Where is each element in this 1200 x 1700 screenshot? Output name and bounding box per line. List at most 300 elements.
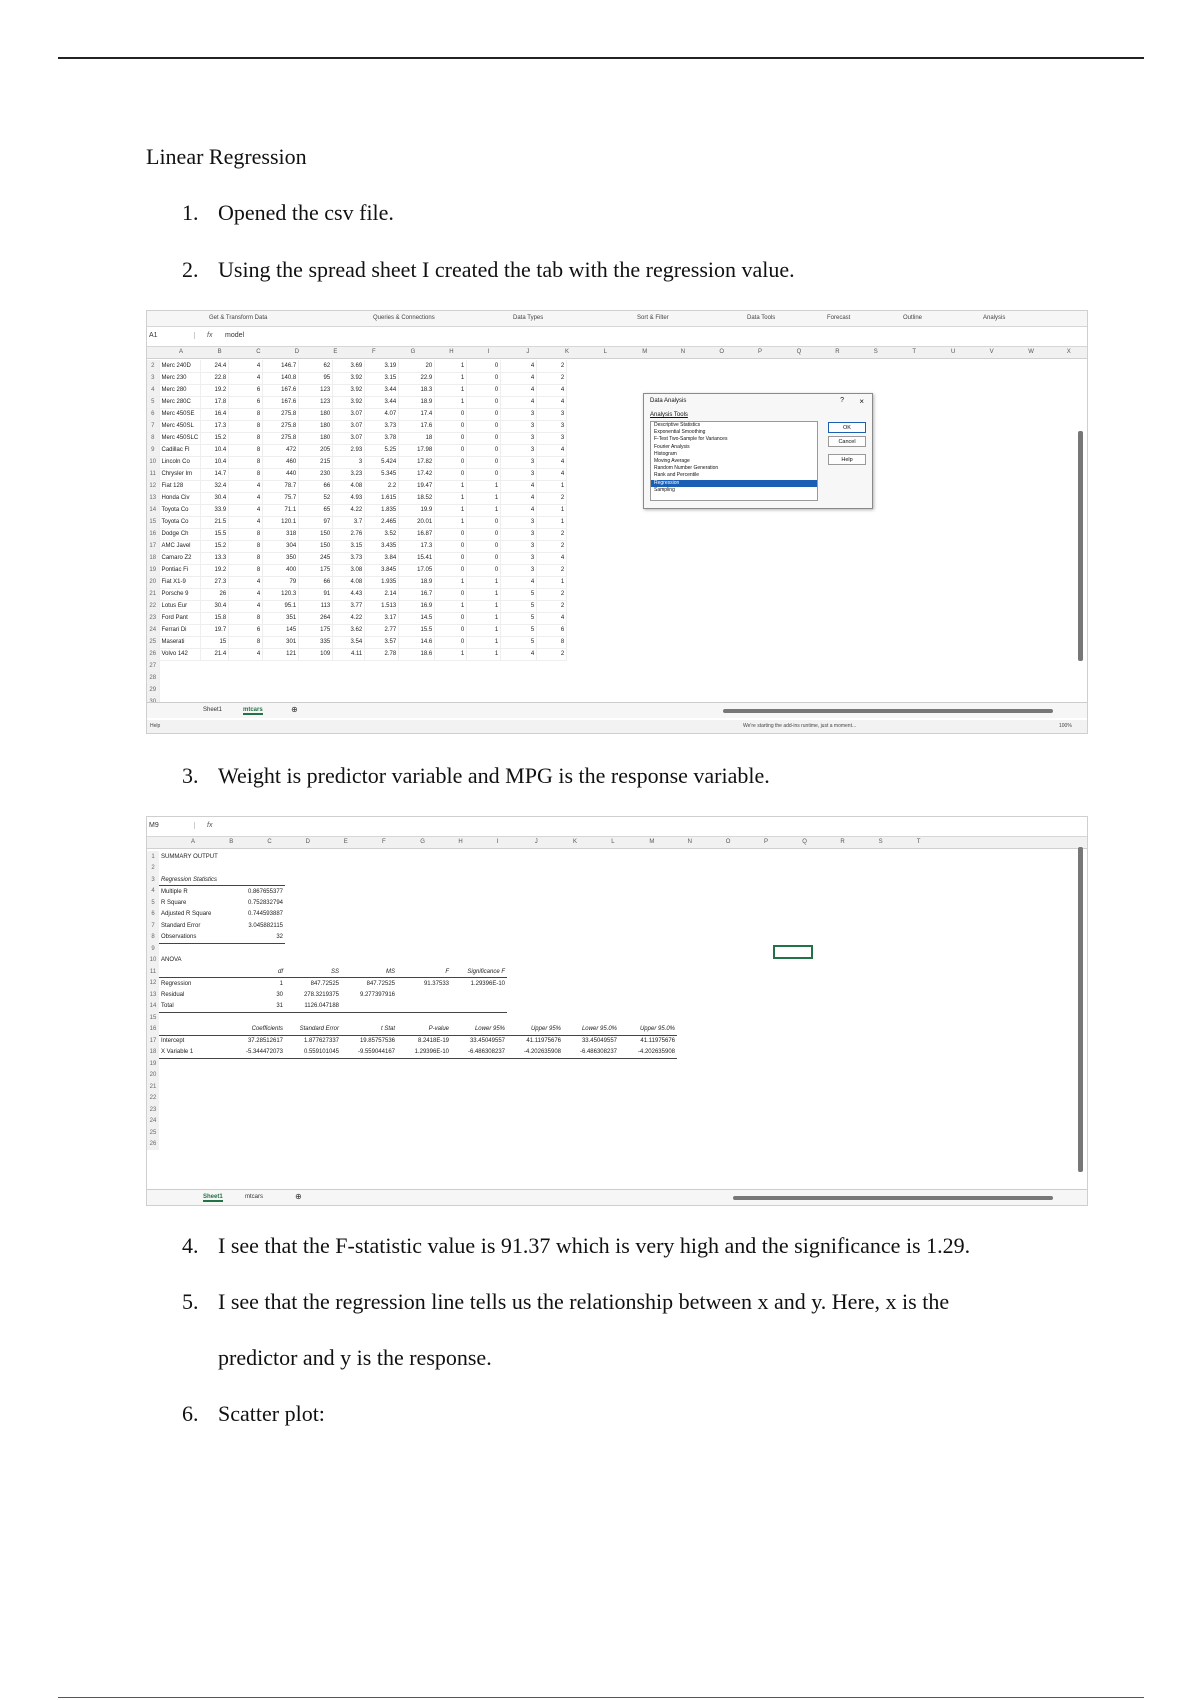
table-cell[interactable]: 3 <box>501 552 537 564</box>
ribbon-group[interactable]: Data Tools <box>747 315 776 321</box>
table-cell[interactable]: Ferrari Di <box>159 624 201 636</box>
table-cell[interactable] <box>451 1012 507 1024</box>
table-cell[interactable] <box>563 955 619 967</box>
row-number[interactable]: 17 <box>147 1035 159 1047</box>
table-cell[interactable]: 8 <box>229 564 263 576</box>
table-cell[interactable]: 18.6 <box>399 648 435 660</box>
table-cell[interactable]: 4 <box>229 600 263 612</box>
table-cell[interactable]: 3.19 <box>365 360 399 372</box>
tab-sheet1[interactable]: Sheet1 <box>203 1194 223 1200</box>
table-cell[interactable] <box>451 851 507 863</box>
column-header-q[interactable]: Q <box>802 839 807 845</box>
row-number[interactable]: 13 <box>147 989 159 1001</box>
table-cell[interactable]: 4.93 <box>333 492 365 504</box>
table-cell[interactable] <box>341 955 397 967</box>
tab-mtcars[interactable]: mtcars <box>243 707 263 713</box>
table-cell[interactable] <box>507 1070 563 1082</box>
column-header-d[interactable]: D <box>294 349 300 355</box>
vertical-scrollbar[interactable] <box>1078 847 1083 1172</box>
table-cell[interactable]: 275.8 <box>263 420 299 432</box>
table-cell[interactable]: 4.08 <box>333 480 365 492</box>
table-cell[interactable]: 3 <box>501 564 537 576</box>
table-cell[interactable] <box>227 1058 285 1070</box>
analysis-tool-item[interactable]: Regression <box>651 480 817 487</box>
row-number[interactable]: 24 <box>147 1116 159 1128</box>
table-cell[interactable]: 5.25 <box>365 444 399 456</box>
table-cell[interactable]: 0.867655377 <box>247 888 283 895</box>
table-cell[interactable]: Merc 280 <box>159 384 201 396</box>
table-cell[interactable] <box>159 1104 227 1116</box>
column-header-o[interactable]: O <box>725 839 731 845</box>
row-number[interactable]: 27 <box>147 660 159 672</box>
table-cell[interactable]: X Variable 1 <box>159 1047 227 1059</box>
table-cell[interactable] <box>397 920 451 932</box>
table-cell[interactable]: 18.52 <box>399 492 435 504</box>
table-cell[interactable]: Camaro Z2 <box>159 552 201 564</box>
table-cell[interactable]: 0 <box>435 540 467 552</box>
table-cell[interactable] <box>341 886 397 898</box>
table-cell[interactable] <box>285 1070 341 1082</box>
row-number[interactable]: 9 <box>147 943 159 955</box>
sheet-grid[interactable] <box>147 360 1087 709</box>
table-cell[interactable]: 1 <box>467 600 501 612</box>
table-cell[interactable] <box>341 1093 397 1105</box>
table-cell[interactable]: 1 <box>435 576 467 588</box>
table-cell[interactable]: 41.11975676 <box>640 1038 675 1044</box>
table-cell[interactable]: 3.44 <box>365 384 399 396</box>
table-cell[interactable]: 3.69 <box>333 360 365 372</box>
table-cell[interactable] <box>619 1001 677 1013</box>
analysis-tool-item[interactable]: Rank and Percentile <box>654 472 700 479</box>
table-cell[interactable]: 335 <box>299 636 333 648</box>
table-cell[interactable]: 2 <box>537 360 567 372</box>
row-number[interactable]: 11 <box>147 468 159 480</box>
table-cell[interactable]: 16.7 <box>399 588 435 600</box>
table-cell[interactable] <box>451 920 507 932</box>
table-cell[interactable] <box>397 897 451 909</box>
table-cell[interactable]: Intercept <box>161 1038 185 1044</box>
table-cell[interactable]: 26 <box>201 588 229 600</box>
row-number[interactable]: 5 <box>147 897 159 909</box>
horizontal-scrollbar[interactable] <box>733 1196 1053 1200</box>
ribbon-group[interactable]: Data Types <box>513 315 544 321</box>
table-cell[interactable]: 3.92 <box>333 372 365 384</box>
table-cell[interactable] <box>507 863 563 875</box>
table-cell[interactable]: 5 <box>501 600 537 612</box>
table-cell[interactable]: 4 <box>229 648 263 660</box>
table-cell[interactable]: 3 <box>501 456 537 468</box>
table-cell[interactable]: 3.07 <box>333 432 365 444</box>
table-cell[interactable] <box>341 943 397 955</box>
table-cell[interactable]: Adjusted R Square <box>161 911 212 918</box>
table-cell[interactable] <box>285 920 341 932</box>
row-number[interactable]: 14 <box>147 504 159 516</box>
table-cell[interactable]: 27.3 <box>201 576 229 588</box>
table-cell[interactable]: 1 <box>467 492 501 504</box>
column-header-q[interactable]: Q <box>796 349 802 355</box>
table-cell[interactable] <box>451 863 507 875</box>
summary-output-grid[interactable] <box>147 851 1087 1150</box>
table-cell[interactable]: 351 <box>263 612 299 624</box>
help-icon[interactable]: ? <box>840 397 844 404</box>
table-cell[interactable]: 15.2 <box>201 540 229 552</box>
table-cell[interactable] <box>341 851 397 863</box>
column-header-l[interactable]: L <box>611 839 615 845</box>
table-cell[interactable]: 2.465 <box>365 516 399 528</box>
table-cell[interactable]: 17.3 <box>201 420 229 432</box>
column-header-e[interactable]: E <box>333 349 338 355</box>
table-cell[interactable]: 0 <box>467 456 501 468</box>
column-header-i[interactable]: I <box>496 839 499 845</box>
table-cell[interactable]: 0 <box>467 432 501 444</box>
table-cell[interactable]: Coefficients <box>227 1024 285 1036</box>
table-cell[interactable] <box>563 978 619 990</box>
row-number[interactable]: 15 <box>147 1012 159 1024</box>
table-cell[interactable]: 52 <box>299 492 333 504</box>
table-cell[interactable] <box>507 966 563 978</box>
table-cell[interactable] <box>397 989 451 1001</box>
column-header-s[interactable]: S <box>878 839 883 845</box>
table-cell[interactable]: 3.045882115 <box>248 922 283 929</box>
table-cell[interactable]: 215 <box>299 456 333 468</box>
table-cell[interactable] <box>227 1081 285 1093</box>
row-number[interactable]: 3 <box>147 874 159 886</box>
table-cell[interactable]: 1 <box>467 636 501 648</box>
table-cell[interactable] <box>563 897 619 909</box>
table-cell[interactable]: ANOVA <box>161 957 182 964</box>
table-cell[interactable] <box>341 1081 397 1093</box>
table-cell[interactable]: -6.486308237 <box>451 1047 507 1059</box>
table-cell[interactable]: 3.07 <box>333 408 365 420</box>
table-cell[interactable] <box>563 932 619 944</box>
table-cell[interactable]: 4 <box>537 552 567 564</box>
table-cell[interactable]: 8.2418E-19 <box>417 1038 449 1044</box>
table-cell[interactable] <box>341 1116 397 1128</box>
table-cell[interactable]: 140.8 <box>263 372 299 384</box>
table-cell[interactable] <box>451 1104 507 1116</box>
table-cell[interactable]: 0 <box>467 468 501 480</box>
table-cell[interactable] <box>619 955 677 967</box>
table-cell[interactable]: 1 <box>537 576 567 588</box>
row-number[interactable]: 23 <box>147 612 159 624</box>
column-header-g[interactable]: G <box>410 349 416 355</box>
table-cell[interactable]: 0 <box>467 360 501 372</box>
row-number[interactable]: 4 <box>147 384 159 396</box>
table-cell[interactable]: 0 <box>435 456 467 468</box>
table-cell[interactable]: 21.5 <box>201 516 229 528</box>
table-cell[interactable]: 0 <box>467 540 501 552</box>
table-cell[interactable]: Maserati <box>159 636 201 648</box>
add-sheet-icon[interactable]: ⊕ <box>291 705 298 714</box>
table-cell[interactable] <box>507 955 563 967</box>
table-cell[interactable]: Lincoln Co <box>159 456 201 468</box>
table-cell[interactable] <box>563 943 619 955</box>
row-number[interactable]: 11 <box>147 966 159 978</box>
table-cell[interactable]: 123 <box>299 384 333 396</box>
fx-icon[interactable]: fx <box>207 822 213 829</box>
table-cell[interactable]: 4.07 <box>365 408 399 420</box>
ribbon-group[interactable]: Analysis <box>983 315 1006 321</box>
table-cell[interactable] <box>341 874 397 886</box>
table-cell[interactable]: 0 <box>467 516 501 528</box>
table-cell[interactable]: 4 <box>501 492 537 504</box>
table-cell[interactable]: 5 <box>501 612 537 624</box>
table-cell[interactable]: 4 <box>229 588 263 600</box>
table-cell[interactable]: 19.85757536 <box>359 1038 395 1044</box>
table-cell[interactable] <box>451 932 507 944</box>
table-cell[interactable]: 0 <box>435 636 467 648</box>
table-cell[interactable]: 1.513 <box>365 600 399 612</box>
table-cell[interactable] <box>397 1012 451 1024</box>
table-cell[interactable]: 0 <box>467 444 501 456</box>
table-cell[interactable]: 400 <box>263 564 299 576</box>
table-cell[interactable]: Merc 280C <box>159 396 201 408</box>
row-number[interactable]: 21 <box>147 1081 159 1093</box>
table-cell[interactable]: 1 <box>435 492 467 504</box>
table-cell[interactable]: 1.29396E-10 <box>470 980 505 987</box>
table-cell[interactable]: 1.877627337 <box>303 1038 339 1044</box>
table-cell[interactable]: 66 <box>299 480 333 492</box>
column-header-h[interactable]: H <box>449 349 454 355</box>
table-cell[interactable] <box>341 897 397 909</box>
table-cell[interactable]: 18.9 <box>399 576 435 588</box>
table-cell[interactable]: Merc 450SL <box>159 420 201 432</box>
table-cell[interactable]: 10.4 <box>201 456 229 468</box>
row-number[interactable]: 10 <box>147 955 159 967</box>
table-cell[interactable]: 3.08 <box>333 564 365 576</box>
table-cell[interactable] <box>397 1139 451 1151</box>
table-cell[interactable]: 4 <box>229 492 263 504</box>
table-cell[interactable]: 16.9 <box>399 600 435 612</box>
table-cell[interactable]: 8 <box>229 456 263 468</box>
table-cell[interactable] <box>341 920 397 932</box>
table-cell[interactable] <box>619 932 677 944</box>
table-cell[interactable] <box>397 1127 451 1139</box>
table-cell[interactable]: 8 <box>229 408 263 420</box>
table-cell[interactable] <box>285 1116 341 1128</box>
table-cell[interactable]: 8 <box>229 552 263 564</box>
table-cell[interactable]: 847.72525 <box>310 980 339 987</box>
table-cell[interactable]: 4 <box>229 480 263 492</box>
table-cell[interactable]: 3.52 <box>365 528 399 540</box>
table-cell[interactable]: 4.43 <box>333 588 365 600</box>
table-cell[interactable] <box>397 886 451 898</box>
table-cell[interactable] <box>159 1070 227 1082</box>
table-cell[interactable] <box>507 1012 563 1024</box>
table-cell[interactable] <box>451 874 507 886</box>
table-cell[interactable]: 75.7 <box>263 492 299 504</box>
table-cell[interactable] <box>341 1058 397 1070</box>
table-cell[interactable]: Volvo 142 <box>159 648 201 660</box>
table-cell[interactable]: 3.44 <box>365 396 399 408</box>
table-cell[interactable] <box>159 1127 227 1139</box>
table-cell[interactable]: 4 <box>501 360 537 372</box>
table-cell[interactable]: 0 <box>467 408 501 420</box>
table-cell[interactable] <box>159 1081 227 1093</box>
table-cell[interactable] <box>619 909 677 921</box>
column-header-t[interactable]: T <box>912 349 917 355</box>
ribbon-group[interactable]: Queries & Connections <box>373 315 435 321</box>
table-cell[interactable]: 4.11 <box>333 648 365 660</box>
row-number[interactable]: 28 <box>147 672 159 684</box>
table-cell[interactable] <box>285 874 341 886</box>
column-header-j[interactable]: J <box>534 839 538 845</box>
table-cell[interactable]: 1.29396E-10 <box>397 1047 451 1059</box>
table-cell[interactable]: Fiat X1-9 <box>159 576 201 588</box>
table-cell[interactable] <box>563 1081 619 1093</box>
row-number[interactable]: 7 <box>147 920 159 932</box>
table-cell[interactable]: 62 <box>299 360 333 372</box>
table-cell[interactable]: 350 <box>263 552 299 564</box>
table-cell[interactable]: 1 <box>435 480 467 492</box>
table-cell[interactable]: 109 <box>299 648 333 660</box>
table-cell[interactable]: 3.845 <box>365 564 399 576</box>
table-cell[interactable]: 15.5 <box>201 528 229 540</box>
table-cell[interactable] <box>159 1139 227 1151</box>
table-cell[interactable]: 275.8 <box>263 432 299 444</box>
table-cell[interactable] <box>619 989 677 1001</box>
table-cell[interactable]: 91.37533 <box>423 980 449 987</box>
table-cell[interactable]: Ford Pant <box>159 612 201 624</box>
column-header-h[interactable]: H <box>458 839 463 845</box>
table-cell[interactable] <box>285 909 341 921</box>
table-cell[interactable] <box>563 863 619 875</box>
table-cell[interactable]: 4 <box>537 456 567 468</box>
table-cell[interactable] <box>563 874 619 886</box>
ribbon-group[interactable]: Outline <box>903 315 923 321</box>
table-cell[interactable]: 8 <box>229 420 263 432</box>
row-number[interactable]: 3 <box>147 372 159 384</box>
table-cell[interactable]: 245 <box>299 552 333 564</box>
table-cell[interactable]: Upper 95.0% <box>619 1024 677 1036</box>
column-header-b[interactable]: B <box>217 349 222 355</box>
ribbon-group[interactable]: Forecast <box>827 315 851 321</box>
table-cell[interactable]: 847.72525 <box>366 980 395 987</box>
table-cell[interactable]: 0 <box>435 564 467 576</box>
table-cell[interactable]: 1 <box>467 480 501 492</box>
table-cell[interactable]: 37.28512617 <box>247 1038 283 1044</box>
table-cell[interactable]: 0 <box>467 420 501 432</box>
analysis-tool-item[interactable]: Sampling <box>654 486 675 493</box>
table-cell[interactable] <box>397 1081 451 1093</box>
table-cell[interactable]: 167.6 <box>263 396 299 408</box>
table-cell[interactable]: 3 <box>501 528 537 540</box>
table-cell[interactable] <box>619 1012 677 1024</box>
table-cell[interactable]: 167.6 <box>263 384 299 396</box>
table-cell[interactable]: 0 <box>435 612 467 624</box>
table-cell[interactable] <box>451 1058 507 1070</box>
zoom-level[interactable]: 100% <box>1059 723 1072 729</box>
table-cell[interactable] <box>159 863 227 875</box>
table-cell[interactable] <box>285 1104 341 1116</box>
table-cell[interactable]: Fiat 128 <box>159 480 201 492</box>
table-cell[interactable]: 3.73 <box>365 420 399 432</box>
table-cell[interactable]: 0 <box>435 552 467 564</box>
table-cell[interactable]: Merc 230 <box>159 372 201 384</box>
table-cell[interactable]: 3 <box>501 468 537 480</box>
column-header-v[interactable]: V <box>989 349 994 355</box>
table-cell[interactable]: Merc 450SLC <box>159 432 201 444</box>
table-cell[interactable]: 120.3 <box>263 588 299 600</box>
table-cell[interactable]: 472 <box>263 444 299 456</box>
table-cell[interactable]: 1126.047188 <box>285 1001 341 1013</box>
table-cell[interactable] <box>397 1001 451 1013</box>
table-cell[interactable] <box>451 1139 507 1151</box>
table-cell[interactable] <box>227 863 285 875</box>
analysis-tool-item[interactable]: Descriptive Statistics <box>654 422 701 428</box>
column-header-m[interactable]: M <box>649 839 655 845</box>
table-cell[interactable]: 8 <box>229 528 263 540</box>
table-cell[interactable]: Dodge Ch <box>159 528 201 540</box>
table-cell[interactable] <box>451 1081 507 1093</box>
table-cell[interactable]: 31 <box>227 1001 285 1013</box>
table-cell[interactable]: 3.15 <box>333 540 365 552</box>
table-cell[interactable]: 8 <box>229 444 263 456</box>
table-cell[interactable]: 175 <box>299 564 333 576</box>
table-cell[interactable] <box>341 1104 397 1116</box>
table-cell[interactable] <box>451 1093 507 1105</box>
column-header-r[interactable]: R <box>840 839 845 845</box>
table-cell[interactable] <box>619 920 677 932</box>
table-cell[interactable]: 175 <box>299 624 333 636</box>
table-cell[interactable] <box>563 1058 619 1070</box>
row-number[interactable]: 2 <box>147 360 159 372</box>
table-cell[interactable]: 150 <box>299 528 333 540</box>
table-cell[interactable] <box>341 1012 397 1024</box>
table-cell[interactable]: 13.3 <box>201 552 229 564</box>
table-cell[interactable] <box>227 1012 285 1024</box>
table-cell[interactable]: 2 <box>537 648 567 660</box>
row-number[interactable]: 26 <box>147 648 159 660</box>
table-cell[interactable]: Standard Error <box>285 1024 341 1036</box>
table-cell[interactable]: SUMMARY OUTPUT <box>161 853 218 860</box>
ribbon-group[interactable]: Sort & Filter <box>637 315 669 321</box>
table-cell[interactable] <box>397 863 451 875</box>
table-cell[interactable]: 3.7 <box>333 516 365 528</box>
row-number[interactable]: 10 <box>147 456 159 468</box>
table-cell[interactable]: 17.05 <box>399 564 435 576</box>
table-cell[interactable] <box>397 874 451 886</box>
table-cell[interactable]: 66 <box>299 576 333 588</box>
table-cell[interactable]: 17.4 <box>399 408 435 420</box>
row-number[interactable]: 16 <box>147 528 159 540</box>
table-cell[interactable] <box>619 851 677 863</box>
name-box[interactable]: M9 <box>149 822 195 829</box>
table-cell[interactable]: 4 <box>537 384 567 396</box>
table-cell[interactable]: -4.202635908 <box>507 1047 563 1059</box>
table-cell[interactable] <box>451 897 507 909</box>
column-header-j[interactable]: J <box>526 349 530 355</box>
table-cell[interactable]: 5 <box>501 636 537 648</box>
table-cell[interactable]: 1 <box>467 612 501 624</box>
table-cell[interactable]: 0 <box>435 420 467 432</box>
table-cell[interactable]: 78.7 <box>263 480 299 492</box>
table-cell[interactable]: 1 <box>435 504 467 516</box>
table-cell[interactable]: 2 <box>537 372 567 384</box>
table-cell[interactable]: 19.2 <box>201 564 229 576</box>
table-cell[interactable]: 33.45049557 <box>469 1038 505 1044</box>
table-cell[interactable]: 4 <box>501 372 537 384</box>
table-cell[interactable] <box>227 851 285 863</box>
column-header-f[interactable]: F <box>372 349 376 355</box>
column-header-c[interactable]: C <box>256 349 261 355</box>
table-cell[interactable]: 6 <box>229 384 263 396</box>
table-cell[interactable]: 113 <box>299 600 333 612</box>
table-cell[interactable]: 8 <box>229 540 263 552</box>
table-cell[interactable]: 0 <box>467 552 501 564</box>
table-cell[interactable] <box>227 1127 285 1139</box>
table-cell[interactable] <box>285 955 341 967</box>
